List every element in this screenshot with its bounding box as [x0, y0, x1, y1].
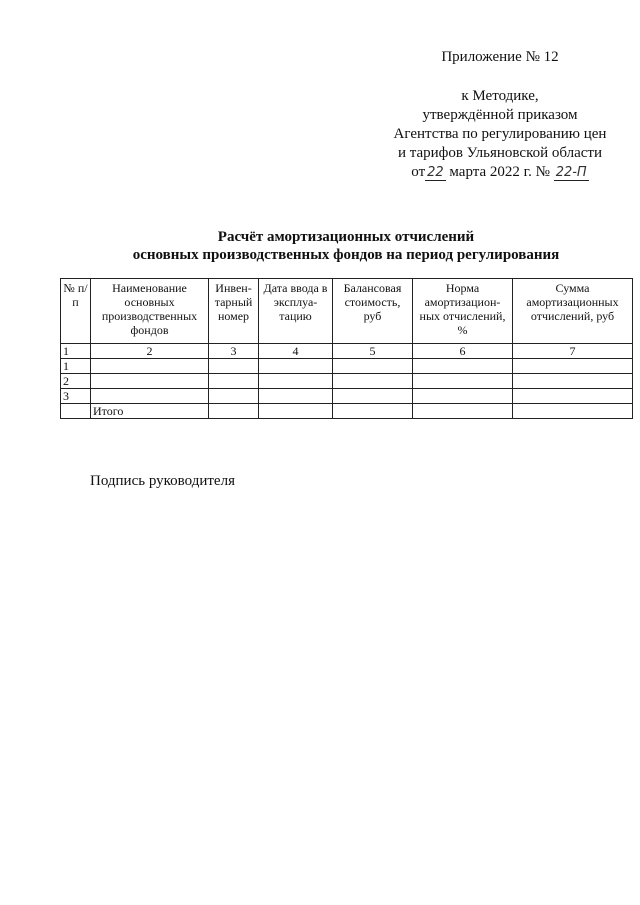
table-cell [209, 359, 259, 374]
appendix-block [380, 48, 620, 182]
table-cell [333, 374, 413, 389]
table-cell [91, 359, 209, 374]
header-cell: Дата ввода в эксплуа- тацию [259, 279, 333, 344]
table-cell [333, 359, 413, 374]
total-label: Итого [91, 404, 209, 419]
row-number: 2 [61, 374, 91, 389]
column-number: 7 [513, 344, 633, 359]
row-number: 1 [61, 359, 91, 374]
table-cell [259, 374, 333, 389]
table-cell [413, 404, 513, 419]
handwritten-day: 22 [427, 165, 444, 180]
document-title [60, 228, 632, 264]
table-cell [333, 404, 413, 419]
header-cell: Сумма амортизационных отчислений, руб [513, 279, 633, 344]
title-line-1: Расчёт амортизационных отчислений [217, 229, 475, 245]
table-cell [209, 389, 259, 404]
appendix-line-2: утверждённой приказом [422, 107, 578, 123]
table-cell [259, 389, 333, 404]
header-cell: Балансовая стоимость, руб [333, 279, 413, 344]
total-row [61, 404, 633, 419]
header-cell: Инвен- тарный номер [209, 279, 259, 344]
table-row [61, 374, 633, 389]
table-cell [61, 404, 91, 419]
header-cell: Наименование основных производственных фондов [91, 279, 209, 344]
column-number: 6 [413, 344, 513, 359]
table-cell [513, 374, 633, 389]
table-cell [333, 389, 413, 404]
date-middle: марта 2022 г. № [449, 164, 550, 180]
appendix-number: Приложение № 12 [441, 49, 559, 65]
header-row [61, 279, 633, 344]
table-cell [413, 374, 513, 389]
table-row [61, 389, 633, 404]
column-number: 5 [333, 344, 413, 359]
row-number: 3 [61, 389, 91, 404]
column-number: 1 [61, 344, 91, 359]
depreciation-table [60, 278, 633, 419]
appendix-line-3: Агентства по регулированию цен [393, 126, 607, 142]
table-cell [91, 374, 209, 389]
table-cell [259, 359, 333, 374]
table-cell [259, 404, 333, 419]
title-line-2: основных производственных фондов на период регулирования [132, 247, 560, 263]
header-cell: Норма амортизацион- ных отчислений, % [413, 279, 513, 344]
signature-label: Подпись руководителя [90, 473, 235, 489]
header-cell: № п/п [61, 279, 91, 344]
table-row [61, 359, 633, 374]
table-cell [209, 404, 259, 419]
appendix-line-1: к Методике, [461, 88, 539, 104]
table-cell [513, 359, 633, 374]
table-cell [513, 404, 633, 419]
column-number-row [61, 344, 633, 359]
date-prefix: от [411, 164, 426, 180]
handwritten-order-number: 22-П [555, 165, 587, 180]
appendix-date-line [380, 163, 620, 182]
column-number: 3 [209, 344, 259, 359]
table-cell [513, 389, 633, 404]
table-cell [209, 374, 259, 389]
column-number: 4 [259, 344, 333, 359]
table-cell [413, 389, 513, 404]
appendix-line-4: и тарифов Ульяновской области [397, 145, 603, 161]
table-cell [413, 359, 513, 374]
column-number: 2 [91, 344, 209, 359]
table-cell [91, 389, 209, 404]
